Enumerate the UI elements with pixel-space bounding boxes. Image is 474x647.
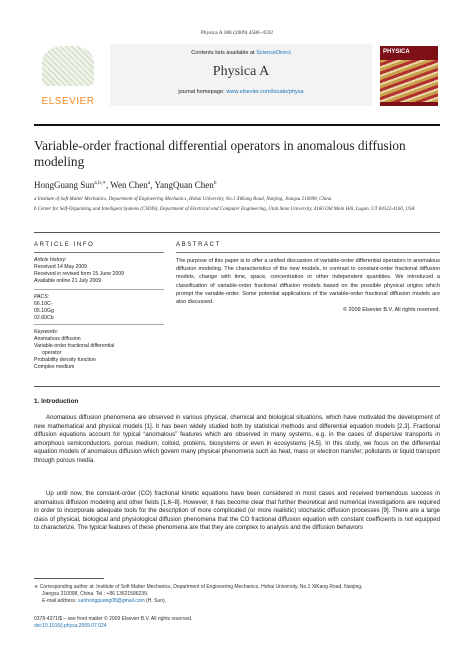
footnote-rule bbox=[34, 578, 104, 579]
email-link[interactable]: sunhongguang08@gmail.com bbox=[78, 598, 145, 604]
pacs-rule bbox=[34, 324, 164, 325]
history-label: Article history: bbox=[34, 257, 67, 263]
keywords-block bbox=[34, 329, 169, 371]
homepage-link[interactable]: www.elsevier.com/locate/physa bbox=[226, 89, 304, 95]
doi-link[interactable]: doi:10.1016/j.physa.2009.07.024 bbox=[34, 623, 107, 629]
paragraph: Anomalous diffusion phenomena are observed in various physical, chemical and biological situations, which have motivated the development of new mathematical and physical models [1]. It has been widely studied both by statistical methods and differential equation models [2,3]. Fractional diffusion equations account for typical “anomalous” features which are observed in many systems, e.g. in the cases of dispersive transports in amorphous semiconductors, porous medium, colloid, proteins, biosystems or even in ecosystems [4,5]. In this study, we focus on the differential equation models of anomalous diffusion which govern many physical phenomena such as heat, mass or electron transfer; pollutants or liquid transport through porous media. bbox=[34, 414, 440, 464]
history-revised: Received in revised form 15 June 2009 bbox=[34, 271, 124, 277]
keyword: Anomalous diffusion bbox=[34, 336, 81, 342]
keyword: Probability density function bbox=[34, 357, 96, 363]
section-heading: 1. Introduction bbox=[34, 398, 79, 405]
abstract-rule bbox=[176, 252, 440, 253]
article-info-heading: ARTICLE INFO bbox=[34, 242, 95, 248]
article-history bbox=[34, 257, 169, 285]
tree-emblem-icon bbox=[42, 46, 94, 86]
publisher-logo-text: ELSEVIER bbox=[41, 96, 95, 107]
contents-prefix: Contents lists available at bbox=[191, 50, 257, 56]
pacs-code: 05.10Gg bbox=[34, 308, 54, 314]
affiliation-a: a Institute of Soft Matter Mechanics, Department of Engineering Mechanics, Hohai University, No.1 XiKang Road, Nanjing, Jiangsu 210098, China bbox=[34, 197, 332, 202]
pacs-code: 02.60Cb bbox=[34, 315, 54, 321]
paragraph: Up until now, the constant-order (CO) fractional kinetic equations have been considered in most cases and received tremendous success in anomalous diffusion modeling and other fields [1,6–8]. However, it has become clear that further theoretical and numerical investigations are required in order to incorporate adequate tools for the description of more complicated (or more realistic) stochastic diffusion processes [9]. There are a large class of physical, biological and physiological diffusion phenomena that the CO fractional diffusion equation with constant coefficients is not equipped to characterize. The typical features of these phenomena are that they are complex to analysis and the diffusion behaviors bbox=[34, 490, 440, 532]
corresponding-author-line: ∗ Corresponding author at: Institute of Soft Matter Mechanics, Department of Engineering Mechanics, Hohai University, No.1 XiKang Road, Nanjing, bbox=[34, 584, 363, 590]
header-divider bbox=[34, 124, 440, 126]
article-title: Variable-order fractional differential operators in anomalous diffusion modeling bbox=[34, 138, 406, 169]
cover-artwork bbox=[380, 60, 438, 102]
history-online: Available online 21 July 2009 bbox=[34, 278, 102, 284]
abstract-text: The purpose of this paper is to offer a unified discussion of variable-order differential operators in anomalous diffusion modeling. The characteristics of the new models, in contrast to constant-order fractional diffusion models, change with time, space, concentration or other independent quantities. We introduced a classification of variable-order fractional diffusion models based on the possible physical origins which prompt the variable-order. Some potential applications of the variable-order fractional diffusion models are also discussed. bbox=[176, 258, 440, 306]
corresponding-author-line: Jiangsu 210098, China. Tel.: +86 13621586239. bbox=[42, 591, 149, 597]
cover-title: PHYSICA bbox=[383, 49, 410, 55]
article-info-rule bbox=[34, 252, 164, 253]
keywords-label: Keywords: bbox=[34, 329, 59, 335]
keyword: Variable-order fractional differential bbox=[34, 343, 115, 349]
issn-line: 0378-4371/$ – see front matter © 2009 Elsevier B.V. All rights reserved. bbox=[34, 616, 193, 622]
homepage-prefix: journal homepage: bbox=[178, 89, 227, 95]
abstract-body bbox=[176, 257, 440, 314]
footnote bbox=[34, 584, 440, 605]
sciencedirect-link[interactable]: ScienceDirect bbox=[256, 50, 291, 56]
journal-header bbox=[110, 44, 372, 106]
author-list bbox=[34, 180, 217, 190]
running-head: Physica A 388 (2009) 4586–4592 bbox=[200, 30, 274, 36]
history-rule bbox=[34, 289, 164, 290]
contents-line bbox=[110, 50, 372, 56]
history-received: Received 14 May 2009 bbox=[34, 264, 88, 270]
journal-name: Physica A bbox=[212, 64, 270, 79]
front-matter bbox=[34, 616, 440, 630]
copyright-line: © 2009 Elsevier B.V. All rights reserved. bbox=[342, 307, 440, 314]
keyword-continued: operator bbox=[42, 350, 62, 356]
email-line bbox=[34, 598, 440, 605]
journal-cover-image bbox=[380, 46, 438, 106]
affiliation-b: b Center for Self-Organizing and Intelligent Systems (CSOIS), Department of Electrical and Computer Engineering, Utah State University, 4160 Old Main Hill, Logan, UT 84322-4160, USA bbox=[34, 207, 415, 212]
journal-homepage bbox=[110, 89, 372, 95]
abstract-heading: ABSTRACT bbox=[176, 242, 221, 248]
keyword: Complex medium bbox=[34, 364, 75, 370]
section-divider bbox=[34, 232, 440, 233]
author: HongGuang Sun$^{a,b,∗}$, bbox=[34, 180, 111, 190]
author: Wen Chen$^a$, bbox=[110, 180, 155, 190]
pacs-code: 66.10C- bbox=[34, 301, 53, 307]
author: YangQuan Chen$^b$ bbox=[154, 180, 217, 190]
pacs-label: PACS: bbox=[34, 294, 50, 300]
pacs-block bbox=[34, 294, 169, 322]
email-suffix: (H. Sun). bbox=[144, 598, 167, 604]
abstract-end-divider bbox=[34, 386, 440, 387]
elsevier-logo bbox=[34, 44, 102, 108]
email-label: E-mail address: bbox=[42, 598, 79, 604]
